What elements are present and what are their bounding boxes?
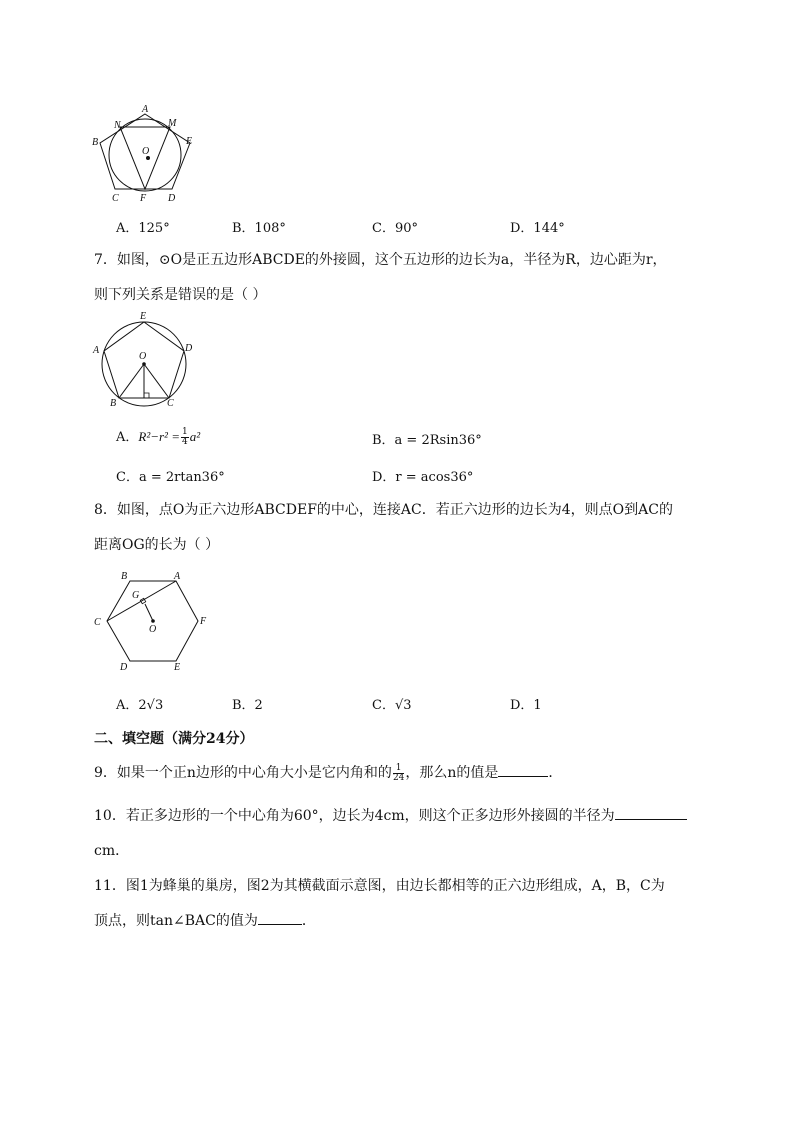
q6-option-a: A．125° — [116, 221, 170, 236]
figure-q6-pentagon — [88, 100, 208, 210]
label-G: G — [132, 590, 140, 601]
label-B: B — [121, 571, 128, 582]
label-E: E — [140, 311, 147, 322]
label-O: O — [149, 624, 157, 635]
segment-OB — [119, 364, 144, 398]
label-B: B — [110, 398, 117, 409]
q10-question-line1: 10．若正多边形的一个中心角为60°，边长为4cm，则这个正多边形外接圆的半径为 — [94, 805, 687, 825]
q10-answer-blank[interactable] — [615, 805, 687, 820]
inner-triangle — [120, 127, 170, 189]
q8-question-line1: 8．如图，点O为正六边形ABCDEF的中心，连接AC．若正六边形的边长为4，则点O到AC的 — [94, 502, 673, 518]
q8-option-a: A．2√3 — [116, 698, 164, 713]
q7-option-b: B．a = 2Rsin36° — [372, 433, 482, 448]
q8-option-b: B．2 — [232, 698, 263, 713]
section-heading-fill-in: 二、填空题（满分24分） — [94, 731, 254, 747]
label-D: D — [168, 193, 176, 204]
q9-answer-blank[interactable] — [498, 762, 548, 777]
label-A: A — [142, 104, 149, 115]
label-D: D — [120, 662, 128, 673]
label-E: E — [174, 662, 181, 673]
label-E: E — [186, 136, 193, 147]
q8-option-d: D．1 — [510, 698, 542, 713]
label-A: A — [93, 345, 100, 356]
figure-q7-pentagon-circle — [92, 308, 202, 410]
right-angle-mark — [144, 393, 149, 398]
label-C: C — [167, 398, 174, 409]
q7-option-d: D．r = acos36° — [372, 470, 474, 485]
q11-question-line2: 顶点，则tan∠BAC的值为 ． — [94, 910, 316, 930]
segment-AC — [107, 581, 176, 621]
q11-question-line1: 11．图1为蜂巢的巢房，图2为其横截面示意图，由边长都相等的正六边形组成，A，B，C为 — [94, 878, 665, 894]
label-C: C — [94, 617, 101, 628]
label-A: A — [174, 571, 181, 582]
label-B: B — [92, 137, 99, 148]
q8-option-c: C．√3 — [372, 698, 412, 713]
q10-question-line2: cm． — [94, 843, 130, 859]
q11-answer-blank[interactable] — [258, 910, 302, 925]
q6-option-c: C．90° — [372, 221, 418, 236]
q8-question-line2: 距离OG的长为（ ） — [94, 537, 220, 553]
frac-one-quarter: $\frac{1}{4}$ — [181, 427, 188, 447]
label-O: O — [139, 351, 147, 362]
q7-option-a: A．R²−r² = $\frac{1}{4}$ a² — [116, 427, 201, 447]
q7-question-line1: 7．如图，⊙O是正五边形ABCDE的外接圆，这个五边形的边长为a，半径为R，边心距为r， — [94, 252, 667, 268]
label-N: N — [114, 120, 121, 131]
q7-question-line2: 则下列关系是错误的是（ ） — [94, 287, 267, 303]
q7-option-c: C．a = 2rtan36° — [116, 470, 225, 485]
figure-q8-hexagon — [90, 566, 220, 676]
label-F: F — [200, 616, 207, 627]
frac-one-24th: $\frac{1}{24}$ — [392, 762, 405, 783]
label-C: C — [112, 193, 119, 204]
label-M: M — [168, 118, 177, 129]
segment-OG — [145, 604, 153, 621]
center-dot — [151, 619, 155, 623]
center-dot — [142, 362, 146, 366]
label-D: D — [185, 343, 193, 354]
q6-option-d: D．144° — [510, 221, 565, 236]
q6-option-b: B．108° — [232, 221, 286, 236]
label-F: F — [140, 193, 147, 204]
q9-question: 9．如果一个正n边形的中心角大小是它内角和的 $\frac{1}{24}$ ，那么n的值是 ． — [94, 762, 563, 783]
label-O: O — [142, 146, 150, 157]
